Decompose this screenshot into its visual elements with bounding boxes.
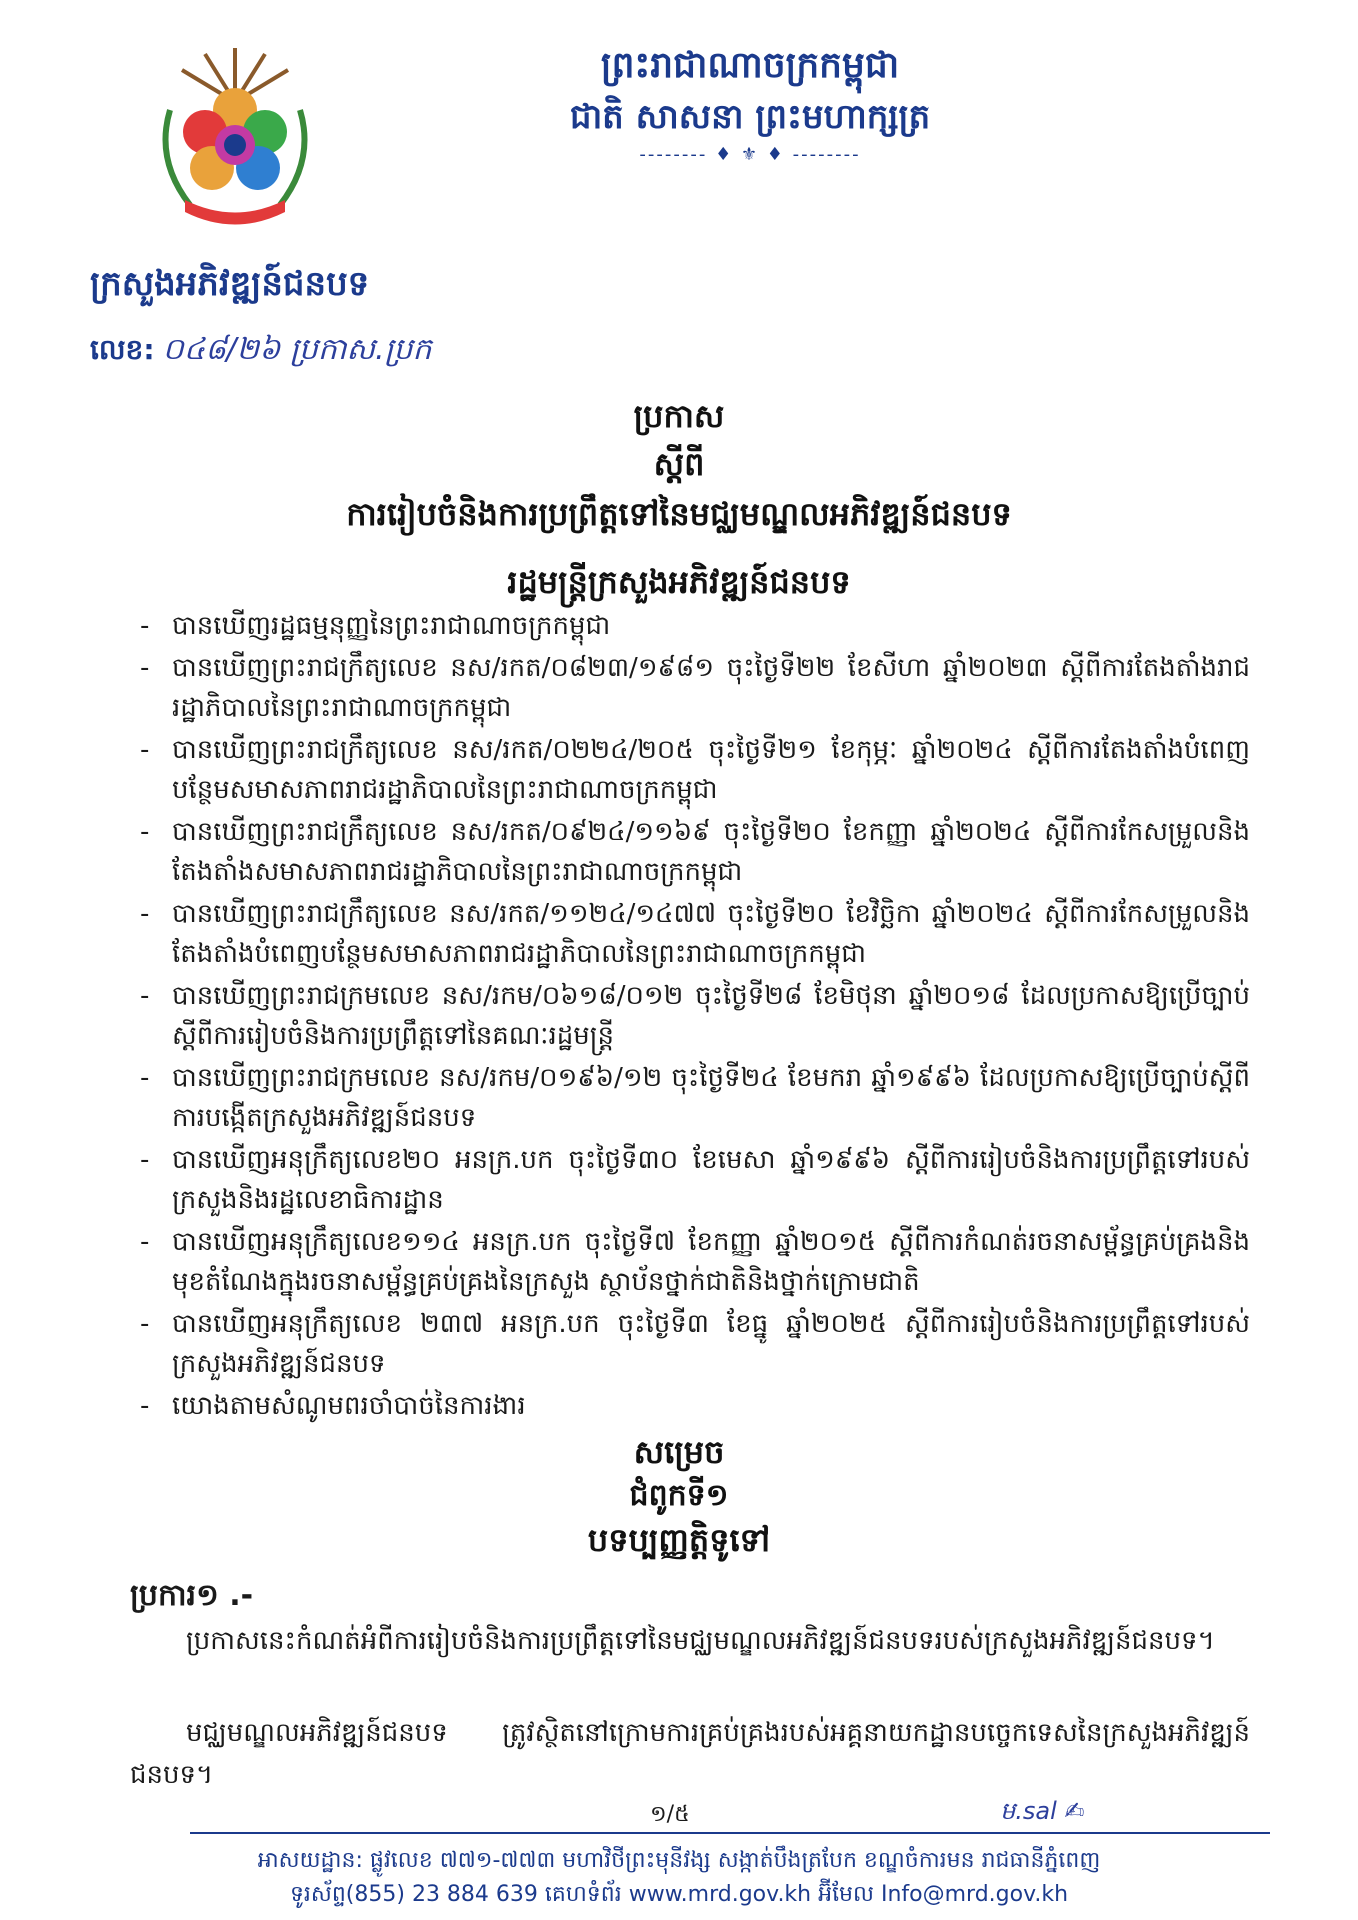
- kingdom-header: [540, 40, 960, 168]
- reference-label: លេខ:: [90, 333, 155, 366]
- issuing-authority: រដ្ឋមន្ត្រីក្រសួងអភិវឌ្ឍន៍ជនបទ: [507, 563, 851, 601]
- article-paragraph: ប្រកាសនេះកំណត់អំពីការរៀបចំនិងការប្រព្រឹត្តទៅនៃមជ្ឈមណ្ឌលអភិវឌ្ឍន៍ជនបទរបស់ក្រសួងអភិវឌ្ឍន៍ជនបទ។: [186, 1626, 1215, 1656]
- footer-divider: [190, 1832, 1270, 1834]
- national-motto: ជាតិ សាសនា ព្រះមហាក្សត្រ: [569, 97, 931, 137]
- ministry-emblem-icon: [150, 40, 320, 240]
- page-number: ១/៥: [650, 1802, 690, 1827]
- recital-item: - បានឃើញព្រះរាជក្រមលេខ នស/រកម/០៦១៨/០១២ ចុះថ្ងៃទី២៨ ខែមិថុនា ឆ្នាំ២០១៨ ដែលប្រកាសឱ្យប្រើច្បាប់ស្ដីពីការរៀបចំនិងការប្រព្រឹត្តទៅនៃគណៈរដ្ឋមន្ត្រី: [140, 976, 1250, 1056]
- recitals-list: [140, 606, 1250, 1428]
- recital-item: - បានឃើញអនុក្រឹត្យលេខ១១៤ អនក្រ.បក ចុះថ្ងៃទី៧ ខែកញ្ញា ឆ្នាំ២០១៥ ស្ដីពីការកំណត់រចនាសម្ព័ន្ធគ្រប់គ្រងនិងមុខតំណែងក្នុងរចនាសម្ព័ន្ធគ្រប់គ្រងនៃក្រសួង ស្ថាប័នថ្នាក់ជាតិនិងថ្នាក់ក្រោមជាតិ: [140, 1222, 1250, 1302]
- document-about: ស្ដីពី: [653, 445, 705, 483]
- recital-item: - បានឃើញព្រះរាជក្រមលេខ នស/រកម/០១៩៦/១២ ចុះថ្ងៃទី២៤ ខែមករា ឆ្នាំ១៩៩៦ ដែលប្រកាសឱ្យប្រើច្បាប់ស្ដីពីការបង្កើតក្រសួងអភិវឌ្ឍន៍ជនបទ: [140, 1058, 1250, 1138]
- footer-address: អាសយដ្ឋាន: ផ្លូវលេខ ៧៧១-៧៧៣ មហាវិថីព្រះមុនីវង្ស សង្កាត់បឹងត្របែក ខណ្ឌចំការមន រាជធានីភ្នំពេញ: [257, 1848, 1101, 1873]
- footer-contact: ទូរស័ព្ទ(855) 23 884 639 គេហទំព័រ www.mrd.gov.kh អ៊ីមែល Info@mrd.gov.kh: [289, 1882, 1069, 1907]
- recital-item: - បានឃើញព្រះរាជក្រឹត្យលេខ នស/រកត/០៨២៣/១៩៨១ ចុះថ្ងៃទី២២ ខែសីហា ឆ្នាំ២០២៣ ស្ដីពីការតែងតាំងរាជរដ្ឋាភិបាលនៃព្រះរាជាណាចក្រកម្ពុជា: [140, 648, 1250, 728]
- recital-item: - បានឃើញព្រះរាជក្រឹត្យលេខ នស/រកត/១១២៤/១៤៧៧ ចុះថ្ងៃទី២០ ខែវិច្ឆិកា ឆ្នាំ២០២៤ ស្ដីពីការកែសម្រួលនិងតែងតាំងបំពេញបន្ថែមសមាសភាពរាជរដ្ឋាភិបាលនៃព្រះរាជាណាចក្រកម្ពុជា: [140, 894, 1250, 974]
- recital-item: - បានឃើញព្រះរាជក្រឹត្យលេខ នស/រកត/០២២៤/២០៥ ចុះថ្ងៃទី២១ ខែកុម្ភៈ ឆ្នាំ២០២៤ ស្ដីពីការតែងតាំងបំពេញបន្ថែមសមាសភាពរាជរដ្ឋាភិបាលនៃព្រះរាជាណាចក្រកម្ពុជា: [140, 730, 1250, 810]
- recital-item: - បានឃើញអនុក្រឹត្យលេខ ២៣៧ អនក្រ.បក ចុះថ្ងៃទី៣ ខែធ្នូ ឆ្នាំ២០២៥ ស្ដីពីការរៀបចំនិងការប្រព្រឹត្តទៅរបស់ក្រសួងអភិវឌ្ឍន៍ជនបទ: [140, 1304, 1250, 1384]
- decision-heading: សម្រេច: [633, 1433, 725, 1471]
- article-label: ប្រការ១ .-: [130, 1578, 254, 1613]
- recital-item: - បានឃើញព្រះរាជក្រឹត្យលេខ នស/រកត/០៩២៤/១១៦៩ ចុះថ្ងៃទី២០ ខែកញ្ញា ឆ្នាំ២០២៤ ស្ដីពីការកែសម្រួលនិងតែងតាំងសមាសភាពរាជរដ្ឋាភិបាលនៃព្រះរាជាណាចក្រកម្ពុជា: [140, 812, 1250, 892]
- recital-item: - យោងតាមសំណូមពរចាំបាច់នៃការងារ: [140, 1386, 1250, 1426]
- document-subject: ការរៀបចំនិងការប្រព្រឹត្តទៅនៃមជ្ឈមណ្ឌលអភិវឌ្ឍន៍ជនបទ: [346, 495, 1012, 533]
- reference-value: ០៤៨/២៦ ប្រកាស.ប្រក: [162, 332, 432, 367]
- ornament-divider: -------- ♦ ⚜ ♦ --------: [639, 144, 861, 165]
- document-type: ប្រកាស: [633, 397, 725, 435]
- chapter-title: បទប្បញ្ញត្តិទូទៅ: [587, 1521, 771, 1559]
- recital-item: - បានឃើញអនុក្រឹត្យលេខ២០ អនក្រ.បក ចុះថ្ងៃទី៣០ ខែមេសា ឆ្នាំ១៩៩៦ ស្ដីពីការរៀបចំនិងការប្រព្រឹត្តទៅរបស់ក្រសួងនិងរដ្ឋលេខាធិការដ្ឋាន: [140, 1140, 1250, 1220]
- handwritten-initials: ម.sal ✍: [1000, 1797, 1085, 1825]
- recital-item: - បានឃើញរដ្ឋធម្មនុញ្ញនៃព្រះរាជាណាចក្រកម្ពុជា: [140, 606, 1250, 646]
- ministry-logo: [150, 40, 320, 240]
- kingdom-name: ព្រះរាជាណាចក្រកម្ពុជា: [600, 45, 900, 86]
- ministry-name: ក្រសួងអភិវឌ្ឍន៍ជនបទ: [90, 264, 370, 304]
- reference-number: [90, 330, 432, 374]
- article-paragraph: មជ្ឈមណ្ឌលអភិវឌ្ឍន៍ជនបទ ត្រូវស្ថិតនៅក្រោមការគ្រប់គ្រងរបស់អគ្គនាយកដ្ឋានបច្ចេកទេសនៃក្រសួងអភិវឌ្ឍន៍ជនបទ។: [130, 1718, 1250, 1790]
- chapter-heading: ជំពូកទី១: [629, 1478, 729, 1513]
